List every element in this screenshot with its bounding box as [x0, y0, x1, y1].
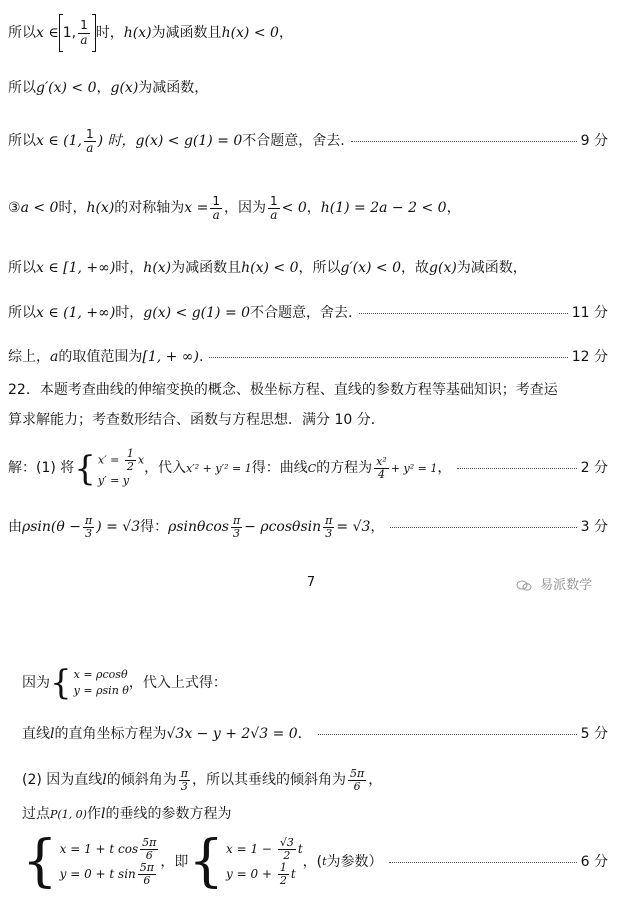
fraction [125, 448, 136, 473]
text: 时， [115, 260, 144, 276]
fraction [231, 515, 242, 540]
left-brace: { [74, 448, 96, 489]
fraction [140, 837, 158, 862]
math: y = 0 + t sin [59, 867, 136, 882]
text: ． [297, 726, 312, 742]
text: 算求解能力；考查数形结合、函数与方程思想．满分 10 分． [8, 412, 385, 428]
fraction [323, 515, 334, 540]
text: (2) 因为直线 [22, 772, 103, 789]
denominator: 3 [325, 527, 333, 541]
text: 所以 [8, 305, 36, 321]
text: ， [96, 80, 111, 96]
equation [226, 837, 303, 862]
score-label: 6 分 [580, 853, 608, 870]
numerator: 5π [139, 861, 155, 874]
text: . [198, 349, 204, 365]
math: a [50, 349, 59, 365]
text: ，代入 [144, 460, 187, 477]
numerator: π [84, 514, 93, 527]
watermark-text: 易派数学 [540, 578, 593, 593]
numerator: √3 [279, 835, 294, 849]
equation [226, 862, 303, 887]
text: 时， [115, 305, 144, 321]
text: ，故 [401, 260, 430, 276]
line-10 [8, 448, 608, 490]
denominator: 2 [283, 848, 291, 862]
math: t [290, 867, 296, 882]
score-label: 9 分 [580, 133, 608, 150]
math: [1, + ∞) [142, 349, 199, 365]
line-14 [22, 768, 608, 793]
numerator: 5π [350, 767, 365, 780]
line-12 [22, 663, 608, 703]
math: x = [184, 200, 209, 217]
math: = √3 [336, 519, 371, 536]
dotted-leader [351, 141, 577, 142]
dotted-leader [457, 468, 576, 469]
score-label: 3 分 [580, 519, 608, 536]
math: C [307, 462, 317, 476]
line-4 [8, 195, 608, 222]
text: 解：(1) 将 [8, 460, 75, 477]
score-label: 11 分 [571, 305, 608, 321]
text: 直线 [22, 726, 50, 742]
left-brace: { [50, 663, 72, 703]
numerator: 1 [80, 18, 88, 33]
math: x′² + y′² = 1 [186, 462, 252, 476]
math: ) 时， [97, 133, 136, 150]
math: x ∈ [1, +∞) [36, 260, 116, 276]
math: h(1) = 2a − 2 < 0 [320, 200, 447, 217]
numerator: π [325, 514, 333, 527]
text: ， [278, 24, 293, 41]
text: 因为 [22, 674, 50, 691]
text: 的直角坐标方程为 [54, 726, 167, 742]
denominator: a [270, 208, 278, 223]
math: g(x) [110, 80, 139, 96]
text: 不合题意，舍去. [250, 305, 353, 321]
text: 综上， [8, 349, 50, 365]
denominator: 3 [180, 780, 188, 794]
math: x ∈ (1, +∞) [36, 305, 116, 321]
math: h(x) < 0 [221, 24, 279, 41]
math: h(x) [86, 200, 115, 217]
denominator: 3 [85, 527, 93, 541]
numerator: π [232, 514, 241, 527]
math: g(x) [429, 260, 457, 276]
math: x ∈ [36, 24, 59, 41]
numerator: 5π [142, 835, 157, 849]
numerator: π [180, 767, 188, 780]
denominator: a [212, 208, 220, 223]
text: 得：曲线 [251, 460, 308, 477]
math: g′(x) < 0 [340, 260, 402, 276]
equation-system [226, 837, 303, 887]
math: y = 0 + [226, 867, 276, 882]
line-2 [8, 80, 608, 97]
text: ，( [302, 853, 323, 870]
text: 为减函数且 [151, 24, 222, 41]
line-7 [8, 349, 608, 366]
numerator: x² [376, 455, 387, 469]
equation [60, 837, 161, 862]
line-9 [8, 412, 608, 429]
text: 时， [95, 24, 124, 41]
text: 为减函数且 [171, 260, 242, 276]
score-label: 12 分 [571, 349, 608, 365]
text: ， [437, 460, 452, 477]
math: x = 1 + t cos [59, 841, 139, 856]
text: ， [446, 200, 461, 217]
math: x [137, 453, 145, 467]
text: 22．本题考查曲线的伸缩变换的概念、极坐标方程、直线的参数方程等基础知识；考查运 [8, 382, 558, 398]
fraction [179, 768, 190, 793]
fraction [138, 862, 156, 887]
equation [60, 862, 161, 887]
math: a < 0 [20, 200, 59, 217]
math: ρsinθcos [168, 519, 229, 536]
equation-system [98, 448, 144, 490]
text: 的方程为 [316, 460, 373, 477]
math: − ρcosθsin [244, 519, 322, 536]
denominator: a [86, 141, 94, 156]
numerator: 1 [126, 447, 134, 460]
line-6 [8, 305, 608, 322]
text: 得： [140, 519, 169, 536]
denominator: a [80, 32, 88, 47]
dotted-leader [359, 313, 568, 314]
math: x ∈ (1, [36, 133, 82, 150]
fraction [348, 768, 366, 793]
math: 1, [62, 24, 77, 41]
denominator: 2 [126, 460, 134, 474]
fraction [84, 128, 96, 155]
math: P(1, 0) [50, 807, 87, 821]
text: ，所以其垂线的倾斜角为 [192, 772, 346, 789]
text: ③ [8, 200, 21, 217]
dotted-leader [318, 734, 577, 735]
denominator: 3 [233, 527, 241, 541]
text: ， [370, 519, 385, 536]
text: ， [306, 200, 321, 217]
equation [98, 448, 144, 473]
equation: y′ = y [97, 474, 130, 488]
math: t [297, 841, 303, 856]
chat-bubble-icon [516, 580, 532, 592]
dotted-leader [209, 357, 567, 358]
watermark [516, 574, 592, 593]
denominator: 6 [143, 874, 151, 888]
math: x = 1 − [226, 841, 276, 856]
denominator: 2 [279, 874, 287, 888]
numerator: 1 [85, 127, 94, 141]
math: x′ = [97, 453, 123, 467]
text: 所以 [8, 80, 36, 96]
math: ) = √3 [96, 519, 141, 536]
page-number: 7 [306, 575, 316, 590]
text: 为减函数， [138, 80, 209, 96]
text: ， [368, 772, 383, 789]
text: 时， [58, 200, 87, 217]
math: h(x) [123, 24, 152, 41]
math: g(x) < g(1) = 0 [135, 133, 243, 150]
text: ，因为 [224, 200, 267, 217]
text: 所以 [8, 24, 36, 41]
fraction [78, 19, 90, 46]
line-8 [8, 382, 608, 399]
numerator: 1 [279, 861, 287, 874]
math: ρsin(θ − [22, 519, 81, 536]
numerator: 1 [270, 194, 278, 208]
text: 的倾斜角为 [106, 772, 177, 789]
text: 的对称轴为 [114, 200, 185, 217]
equation-system [74, 667, 129, 700]
text: 的垂线的参数方程为 [105, 806, 232, 822]
equation: x = ρcosθ [73, 667, 128, 681]
math: h(x) [143, 260, 172, 276]
text: ，所以 [298, 260, 341, 276]
denominator: 6 [353, 780, 361, 794]
math: l [50, 726, 55, 742]
text: 为参数） [326, 853, 383, 870]
math: l [100, 806, 106, 822]
text: 所以 [8, 260, 36, 276]
math: g(x) < g(1) = 0 [143, 305, 251, 321]
equation-system [60, 837, 161, 887]
line-1 [8, 14, 608, 52]
math: < 0 [281, 200, 307, 217]
fraction [374, 456, 389, 481]
score-label: 5 分 [580, 726, 608, 742]
text: 不合题意，舍去. [242, 133, 345, 150]
math: √3x − y + 2√3 = 0 [166, 726, 298, 742]
line-3 [8, 128, 608, 155]
math: t [322, 855, 327, 869]
math: + y² = 1 [390, 462, 438, 476]
fraction [268, 195, 280, 222]
text: ，即 [160, 853, 189, 870]
fraction [278, 862, 289, 887]
line-13 [22, 726, 608, 743]
line-16 [22, 829, 608, 894]
text: 作 [86, 806, 101, 822]
text: 的取值范围为 [58, 349, 143, 365]
math: h(x) < 0 [241, 260, 299, 276]
fraction [278, 837, 296, 862]
score-label: 2 分 [580, 460, 608, 477]
denominator: 4 [377, 468, 385, 482]
text: 过点 [22, 806, 50, 822]
fraction [83, 515, 94, 540]
line-11 [8, 515, 608, 540]
math: l [102, 772, 107, 789]
equation: y = ρsin θ [73, 684, 129, 697]
text: ，代入上式得： [128, 674, 227, 691]
left-brace: { [188, 829, 225, 894]
text: 由 [8, 519, 22, 536]
math: g′(x) < 0 [36, 80, 97, 96]
denominator: 6 [145, 848, 153, 862]
dotted-leader [390, 527, 576, 528]
line-5 [8, 260, 608, 277]
fraction [210, 195, 222, 222]
dotted-leader [389, 862, 577, 863]
numerator: 1 [212, 194, 221, 208]
text: 为减函数， [456, 260, 527, 276]
left-brace: { [22, 829, 58, 894]
line-15 [22, 806, 608, 823]
text: 所以 [8, 133, 36, 150]
